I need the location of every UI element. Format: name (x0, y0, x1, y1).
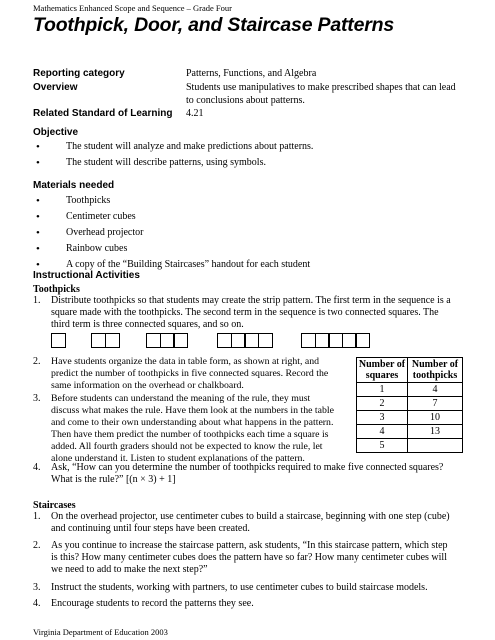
table-cell (408, 439, 463, 453)
step-line: On the overhead projector, use centimeter cubes to build a staircase, beginning with one step (cube) (51, 511, 450, 522)
staircases-step-3 (33, 582, 493, 596)
step-number: 4. (33, 462, 41, 473)
step-line: and continuing until four steps have been created. (51, 523, 250, 534)
toothpick-square (51, 333, 66, 348)
step-number: 3. (33, 393, 41, 404)
objective-item: • The student will analyze and make predictions about patterns. (36, 140, 313, 156)
toothpick-strip-pattern (51, 333, 491, 353)
staircases-step-2 (33, 540, 493, 580)
step-line: Before students can understand the meaning of the rule, they must (51, 393, 311, 404)
step-line: Ask, “How can you determine the number of toothpicks required to make five connected squares? (51, 462, 444, 473)
step-line: predict the number of toothpicks in five connected squares. Record the (51, 368, 329, 379)
toothpicks-heading: Toothpicks (33, 284, 80, 295)
step-number: 2. (33, 356, 41, 367)
table-cell: 2 (357, 397, 408, 411)
table-cell: 4 (408, 383, 463, 397)
step-line: we need to add to make the next step?” (51, 564, 208, 575)
step-line: Then have them predict the number of toothpicks each time a square is (51, 429, 329, 440)
step-number: 1. (33, 511, 41, 522)
meta-value-overview-line2: to conclusions about patterns. (186, 95, 305, 106)
step-line: added. All fourth graders should not be expected to know the rule, let (51, 441, 323, 452)
toothpicks-step-1 (33, 295, 493, 335)
meta-label-overview: Overview (33, 82, 78, 93)
materials-item: • Toothpicks (36, 194, 310, 210)
staircases-step-1 (33, 511, 493, 537)
meta-label-reporting-category: Reporting category (33, 68, 125, 79)
table-row (357, 425, 463, 439)
meta-label-related-sol: Related Standard of Learning (33, 108, 173, 119)
step-line: and come to their own understanding about what happens in the pattern. (51, 417, 334, 428)
column-header-toothpicks: Number of toothpicks (408, 358, 463, 383)
table-cell: 10 (408, 411, 463, 425)
step-line: Have students organize the data in table form, as shown at right, and (51, 356, 320, 367)
materials-item: • Overhead projector (36, 226, 310, 242)
table-header-row (357, 358, 463, 383)
step-line: is this? How many centimeter cubes does the pattern have so far? How many centimeter cubes will (51, 552, 447, 563)
materials-item: • Centimeter cubes (36, 210, 310, 226)
meta-value-reporting-category: Patterns, Functions, and Algebra (186, 68, 317, 79)
step-line: Encourage students to record the patterns they see. (51, 598, 254, 609)
step-line: same information on the overhead or chalkboard. (51, 380, 244, 391)
table-cell: 13 (408, 425, 463, 439)
materials-list (36, 194, 310, 274)
table-cell: 1 (357, 383, 408, 397)
step-line: Instruct the students, working with partners, to use centimeter cubes to build staircase models. (51, 582, 428, 593)
meta-value-related-sol: 4.21 (186, 108, 204, 119)
objective-list (36, 140, 313, 172)
step-line: square made with the toothpicks. The second term in the sequence is two connected squares. The (51, 307, 439, 318)
toothpicks-step-3 (33, 393, 353, 473)
table-row (357, 383, 463, 397)
objective-item: • The student will describe patterns, using symbols. (36, 156, 313, 172)
materials-item: • Rainbow cubes (36, 242, 310, 258)
step-line: alone understand it. Listen to student explanations of the pattern. (51, 453, 305, 464)
staircases-heading: Staircases (33, 500, 76, 511)
step-number: 2. (33, 540, 41, 551)
toothpick-square (105, 333, 120, 348)
document-footer: Virginia Department of Education 2003 (33, 627, 168, 637)
step-number: 4. (33, 598, 41, 609)
table-cell: 7 (408, 397, 463, 411)
column-header-squares: Number of squares (357, 358, 408, 383)
step-line: What is the rule?” [(n × 3) + 1] (51, 474, 176, 485)
toothpicks-step-2 (33, 356, 353, 396)
table-row (357, 439, 463, 453)
step-line: As you continue to increase the staircase pattern, ask students, “In this staircase pattern, which step (51, 540, 448, 551)
step-line: discuss what makes the rule. Have them look at the numbers in the table (51, 405, 334, 416)
toothpicks-step-4 (33, 462, 493, 490)
materials-item: • A copy of the “Building Staircases” handout for each student (36, 258, 310, 274)
objective-heading: Objective (33, 127, 79, 138)
toothpick-square (258, 333, 273, 348)
toothpick-square (355, 333, 370, 348)
toothpick-square (173, 333, 188, 348)
activities-heading: Instructional Activities (33, 270, 140, 281)
toothpick-data-table (356, 357, 463, 453)
table-cell: 4 (357, 425, 408, 439)
table-row (357, 397, 463, 411)
materials-heading: Materials needed (33, 180, 115, 191)
step-number: 1. (33, 295, 41, 306)
table-row (357, 411, 463, 425)
table-cell: 5 (357, 439, 408, 453)
meta-value-overview-line1: Students use manipulatives to make prescribed shapes that can lead (186, 82, 456, 93)
page-title: Toothpick, Door, and Staircase Patterns (33, 14, 394, 36)
step-line: third term is three connected squares, and so on. (51, 319, 244, 330)
staircases-step-4 (33, 598, 493, 612)
document-header: Mathematics Enhanced Scope and Sequence – Grade Four (33, 3, 232, 13)
table-cell: 3 (357, 411, 408, 425)
step-line: Distribute toothpicks so that students may create the strip pattern. The first term in the sequence is a (51, 295, 451, 306)
step-number: 3. (33, 582, 41, 593)
